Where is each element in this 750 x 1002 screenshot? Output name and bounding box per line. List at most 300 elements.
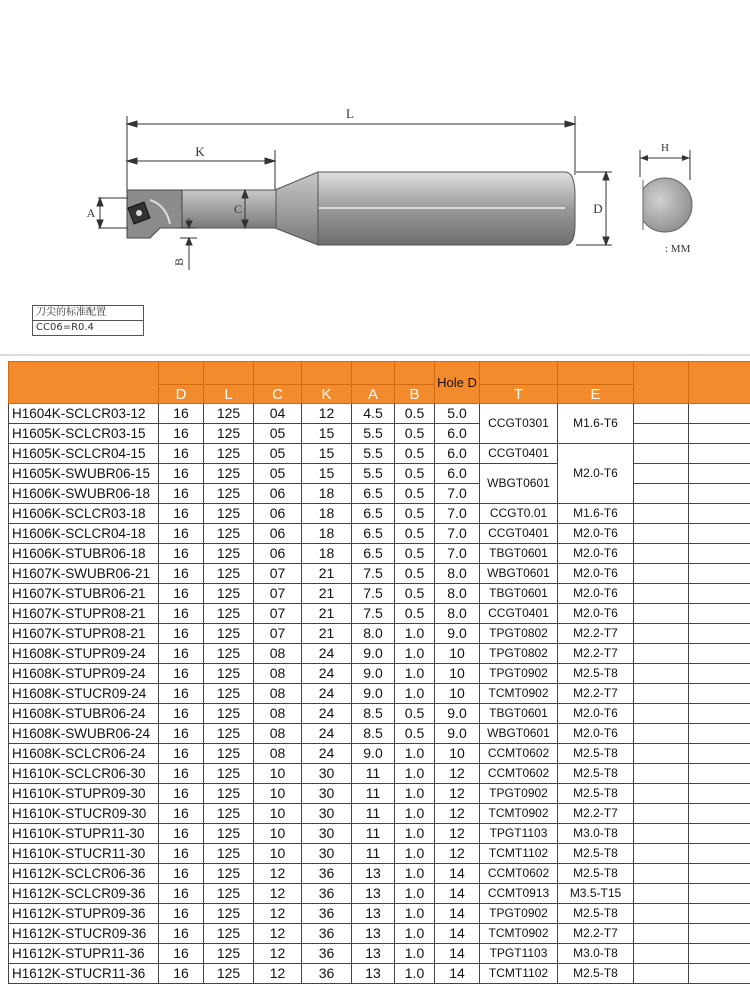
blank-cell: [689, 664, 750, 684]
blank-cell: [634, 584, 689, 604]
spec-d-cell: 16: [159, 624, 204, 644]
spec-hole-d-cell: 12: [435, 784, 480, 804]
dimension-a: [97, 198, 128, 228]
spec-c-cell: 10: [254, 824, 302, 844]
dim-label-d: D: [593, 201, 603, 216]
header-blank: [634, 362, 689, 404]
spec-table: [8, 361, 750, 984]
blank-cell: [689, 844, 750, 864]
dim-label-b: B: [172, 257, 186, 267]
spec-hole-d-cell: 10: [435, 744, 480, 764]
table-row: [9, 684, 750, 704]
spec-b-cell: 1.0: [395, 644, 435, 664]
spec-d-cell: 16: [159, 464, 204, 484]
spec-k-cell: 21: [302, 624, 352, 644]
screw-cell: M2.5-T8: [558, 844, 634, 864]
spec-l-cell: 125: [204, 724, 254, 744]
insert-cell: TBGT0601: [480, 704, 558, 724]
blank-cell: [689, 444, 750, 464]
header-top-cell: [352, 362, 395, 385]
spec-b-cell: 0.5: [395, 504, 435, 524]
insert-cell: CCGT0301: [480, 404, 558, 444]
blank-cell: [634, 804, 689, 824]
table-row: [9, 424, 750, 444]
table-row: [9, 764, 750, 784]
table-row: [9, 884, 750, 904]
spec-c-cell: 12: [254, 944, 302, 964]
insert-cell: CCGT0401: [480, 524, 558, 544]
spec-l-cell: 125: [204, 884, 254, 904]
spec-b-cell: 1.0: [395, 824, 435, 844]
spec-hole-d-cell: 14: [435, 904, 480, 924]
spec-b-cell: 0.5: [395, 604, 435, 624]
spec-hole-d-cell: 6.0: [435, 424, 480, 444]
spec-k-cell: 15: [302, 444, 352, 464]
header-b: B: [395, 385, 435, 404]
insert-cell: TPGT0802: [480, 624, 558, 644]
spec-l-cell: 125: [204, 604, 254, 624]
spec-d-cell: 16: [159, 604, 204, 624]
model-cell: H1607K-STUPR08-21: [9, 624, 159, 644]
spec-c-cell: 12: [254, 864, 302, 884]
spec-k-cell: 24: [302, 684, 352, 704]
spec-l-cell: 125: [204, 424, 254, 444]
blank-cell: [634, 564, 689, 584]
table-row: [9, 624, 750, 644]
table-row: [9, 504, 750, 524]
spec-c-cell: 04: [254, 404, 302, 424]
header-t: T: [480, 385, 558, 404]
dim-label-c: C: [233, 202, 243, 216]
spec-hole-d-cell: 12: [435, 844, 480, 864]
spec-k-cell: 30: [302, 804, 352, 824]
insert-cell: CCGT0401: [480, 604, 558, 624]
spec-hole-d-cell: 6.0: [435, 444, 480, 464]
blank-cell: [689, 504, 750, 524]
insert-cell: CCMT0913: [480, 884, 558, 904]
spec-d-cell: 16: [159, 884, 204, 904]
spec-a-cell: 13: [352, 944, 395, 964]
blank-cell: [689, 924, 750, 944]
spec-d-cell: 16: [159, 844, 204, 864]
spec-a-cell: 7.5: [352, 604, 395, 624]
insert-cell: TBGT0601: [480, 584, 558, 604]
spec-l-cell: 125: [204, 444, 254, 464]
insert-cell: CCMT0602: [480, 764, 558, 784]
spec-c-cell: 06: [254, 524, 302, 544]
spec-hole-d-cell: 7.0: [435, 544, 480, 564]
spec-d-cell: 16: [159, 864, 204, 884]
screw-cell: M3.0-T8: [558, 824, 634, 844]
spec-k-cell: 15: [302, 424, 352, 444]
blank-cell: [689, 944, 750, 964]
spec-a-cell: 9.0: [352, 684, 395, 704]
spec-l-cell: 125: [204, 584, 254, 604]
spec-l-cell: 125: [204, 804, 254, 824]
spec-a-cell: 11: [352, 764, 395, 784]
insert-cell: CCGT0401: [480, 444, 558, 464]
spec-d-cell: 16: [159, 704, 204, 724]
spec-d-cell: 16: [159, 504, 204, 524]
spec-k-cell: 21: [302, 564, 352, 584]
spec-hole-d-cell: 8.0: [435, 564, 480, 584]
spec-hole-d-cell: 8.0: [435, 604, 480, 624]
spec-k-cell: 18: [302, 524, 352, 544]
table-row: [9, 824, 750, 844]
header-e: E: [558, 385, 634, 404]
spec-l-cell: 125: [204, 784, 254, 804]
blank-cell: [634, 644, 689, 664]
spec-a-cell: 7.5: [352, 584, 395, 604]
spec-k-cell: 18: [302, 484, 352, 504]
model-cell: H1608K-SWUBR06-24: [9, 724, 159, 744]
screw-cell: M2.0-T6: [558, 724, 634, 744]
insert-cell: TPGT0902: [480, 664, 558, 684]
spec-hole-d-cell: 14: [435, 864, 480, 884]
header-l: L: [204, 385, 254, 404]
blank-cell: [634, 724, 689, 744]
insert-cell: CCGT0.01: [480, 504, 558, 524]
spec-b-cell: 0.5: [395, 564, 435, 584]
blank-cell: [634, 524, 689, 544]
screw-cell: M2.5-T8: [558, 764, 634, 784]
insert-cell: WBGT0601: [480, 724, 558, 744]
blank-cell: [689, 464, 750, 484]
table-row: [9, 604, 750, 624]
screw-cell: M2.0-T6: [558, 584, 634, 604]
spec-d-cell: 16: [159, 744, 204, 764]
spec-l-cell: 125: [204, 844, 254, 864]
spec-c-cell: 08: [254, 664, 302, 684]
spec-c-cell: 08: [254, 744, 302, 764]
dim-label-a: A: [86, 206, 96, 220]
spec-c-cell: 05: [254, 424, 302, 444]
spec-c-cell: 08: [254, 704, 302, 724]
insert-cell: WBGT0601: [480, 564, 558, 584]
unit-label: : MM: [665, 243, 691, 255]
model-cell: H1610K-STUCR09-30: [9, 804, 159, 824]
screw-cell: M2.2-T7: [558, 924, 634, 944]
spec-b-cell: 0.5: [395, 484, 435, 504]
blank-cell: [634, 744, 689, 764]
spec-c-cell: 07: [254, 624, 302, 644]
header-c: C: [254, 385, 302, 404]
blank-cell: [689, 764, 750, 784]
spec-b-cell: 0.5: [395, 544, 435, 564]
spec-d-cell: 16: [159, 664, 204, 684]
spec-k-cell: 15: [302, 464, 352, 484]
spec-a-cell: 13: [352, 884, 395, 904]
spec-c-cell: 10: [254, 784, 302, 804]
spec-l-cell: 125: [204, 704, 254, 724]
blank-cell: [634, 824, 689, 844]
spec-d-cell: 16: [159, 444, 204, 464]
blank-cell: [689, 404, 750, 424]
spec-a-cell: 11: [352, 804, 395, 824]
screw-cell: M2.0-T6: [558, 564, 634, 584]
spec-c-cell: 06: [254, 484, 302, 504]
spec-d-cell: 16: [159, 564, 204, 584]
screw-cell: M2.2-T7: [558, 804, 634, 824]
blank-cell: [689, 584, 750, 604]
spec-k-cell: 18: [302, 504, 352, 524]
spec-a-cell: 8.5: [352, 704, 395, 724]
table-row: [9, 564, 750, 584]
spec-l-cell: 125: [204, 944, 254, 964]
spec-b-cell: 1.0: [395, 804, 435, 824]
blank-cell: [634, 664, 689, 684]
spec-a-cell: 8.5: [352, 724, 395, 744]
header-k: K: [302, 385, 352, 404]
blank-cell: [634, 624, 689, 644]
model-cell: H1604K-SCLCR03-12: [9, 404, 159, 424]
header-a: A: [352, 385, 395, 404]
spec-a-cell: 7.5: [352, 564, 395, 584]
header-hole-d: Hole D: [435, 362, 480, 404]
spec-l-cell: 125: [204, 964, 254, 984]
table-row: [9, 924, 750, 944]
spec-l-cell: 125: [204, 904, 254, 924]
blank-cell: [634, 424, 689, 444]
spec-l-cell: 125: [204, 764, 254, 784]
table-row: [9, 804, 750, 824]
spec-a-cell: 6.5: [352, 544, 395, 564]
insert-cell: TBGT0601: [480, 544, 558, 564]
blank-cell: [689, 744, 750, 764]
dim-label-h: H: [661, 142, 669, 154]
screw-cell: M2.0-T6: [558, 524, 634, 544]
table-row: [9, 464, 750, 484]
spec-b-cell: 1.0: [395, 964, 435, 984]
header-top-cell: [302, 362, 352, 385]
insert-cell: TCMT1102: [480, 964, 558, 984]
spec-b-cell: 0.5: [395, 704, 435, 724]
table-row: [9, 484, 750, 504]
spec-b-cell: 1.0: [395, 904, 435, 924]
spec-k-cell: 24: [302, 704, 352, 724]
spec-d-cell: 16: [159, 684, 204, 704]
spec-c-cell: 12: [254, 904, 302, 924]
insert-cell: CCMT0602: [480, 864, 558, 884]
blank-cell: [689, 724, 750, 744]
spec-l-cell: 125: [204, 744, 254, 764]
spec-d-cell: 16: [159, 904, 204, 924]
spec-a-cell: 6.5: [352, 484, 395, 504]
spec-hole-d-cell: 14: [435, 964, 480, 984]
spec-b-cell: 0.5: [395, 424, 435, 444]
blank-cell: [634, 464, 689, 484]
spec-l-cell: 125: [204, 504, 254, 524]
insert-cell: WBGT0601: [480, 464, 558, 504]
spec-k-cell: 21: [302, 604, 352, 624]
blank-cell: [689, 644, 750, 664]
header-top-cell: [480, 362, 558, 385]
insert-cell: TCMT0902: [480, 924, 558, 944]
spec-k-cell: 30: [302, 824, 352, 844]
model-cell: H1610K-SCLCR06-30: [9, 764, 159, 784]
model-cell: H1608K-STUCR09-24: [9, 684, 159, 704]
table-row: [9, 544, 750, 564]
spec-hole-d-cell: 12: [435, 804, 480, 824]
spec-l-cell: 125: [204, 824, 254, 844]
spec-d-cell: 16: [159, 924, 204, 944]
table-row: [9, 664, 750, 684]
blank-cell: [634, 904, 689, 924]
table-row: [9, 904, 750, 924]
spec-l-cell: 125: [204, 684, 254, 704]
spec-l-cell: 125: [204, 664, 254, 684]
spec-k-cell: 36: [302, 884, 352, 904]
blank-cell: [689, 424, 750, 444]
spec-hole-d-cell: 7.0: [435, 484, 480, 504]
spec-d-cell: 16: [159, 944, 204, 964]
spec-hole-d-cell: 10: [435, 664, 480, 684]
model-cell: H1612K-STUCR09-36: [9, 924, 159, 944]
model-cell: H1606K-SCLCR03-18: [9, 504, 159, 524]
model-cell: H1608K-SCLCR06-24: [9, 744, 159, 764]
model-cell: H1610K-STUPR09-30: [9, 784, 159, 804]
standard-config-value: CC06=R0.4: [36, 322, 94, 333]
spec-b-cell: 1.0: [395, 624, 435, 644]
spec-hole-d-cell: 9.0: [435, 704, 480, 724]
spec-c-cell: 07: [254, 564, 302, 584]
table-row: [9, 944, 750, 964]
model-cell: H1605K-SCLCR03-15: [9, 424, 159, 444]
spec-a-cell: 13: [352, 904, 395, 924]
blank-cell: [689, 604, 750, 624]
model-cell: H1612K-STUPR11-36: [9, 944, 159, 964]
model-cell: H1605K-SCLCR04-15: [9, 444, 159, 464]
spec-d-cell: 16: [159, 964, 204, 984]
blank-cell: [634, 404, 689, 424]
model-cell: H1608K-STUPR09-24: [9, 644, 159, 664]
spec-k-cell: 36: [302, 864, 352, 884]
blank-cell: [689, 524, 750, 544]
spec-c-cell: 08: [254, 684, 302, 704]
table-row: [9, 444, 750, 464]
spec-b-cell: 0.5: [395, 584, 435, 604]
screw-cell: M2.5-T8: [558, 784, 634, 804]
insert-cell: TPGT0902: [480, 904, 558, 924]
spec-a-cell: 8.0: [352, 624, 395, 644]
spec-b-cell: 0.5: [395, 524, 435, 544]
spec-k-cell: 30: [302, 844, 352, 864]
blank-cell: [634, 844, 689, 864]
screw-cell: M2.5-T8: [558, 904, 634, 924]
spec-a-cell: 5.5: [352, 424, 395, 444]
blank-cell: [634, 484, 689, 504]
model-cell: H1608K-STUPR09-24: [9, 664, 159, 684]
model-cell: H1612K-SCLCR06-36: [9, 864, 159, 884]
table-row: [9, 524, 750, 544]
spec-l-cell: 125: [204, 524, 254, 544]
end-view: [637, 150, 692, 233]
screw-cell: M2.2-T7: [558, 624, 634, 644]
spec-k-cell: 36: [302, 904, 352, 924]
header-top-cell: [159, 362, 204, 385]
insert-cell: TCMT1102: [480, 844, 558, 864]
tool-neck: [180, 190, 276, 228]
table-row: [9, 844, 750, 864]
spec-c-cell: 07: [254, 604, 302, 624]
screw-cell: M2.5-T8: [558, 744, 634, 764]
spec-d-cell: 16: [159, 644, 204, 664]
spec-d-cell: 16: [159, 804, 204, 824]
screw-cell: M2.5-T8: [558, 964, 634, 984]
spec-hole-d-cell: 14: [435, 884, 480, 904]
spec-k-cell: 24: [302, 744, 352, 764]
table-row: [9, 724, 750, 744]
spec-l-cell: 125: [204, 464, 254, 484]
table-row: [9, 784, 750, 804]
blank-cell: [634, 784, 689, 804]
screw-cell: M2.2-T7: [558, 644, 634, 664]
header-d: D: [159, 385, 204, 404]
spec-l-cell: 125: [204, 624, 254, 644]
screw-cell: M3.5-T15: [558, 884, 634, 904]
screw-cell: M2.0-T6: [558, 704, 634, 724]
spec-c-cell: 05: [254, 444, 302, 464]
spec-k-cell: 36: [302, 964, 352, 984]
blank-cell: [689, 824, 750, 844]
screw-cell: M1.6-T6: [558, 504, 634, 524]
spec-c-cell: 10: [254, 804, 302, 824]
standard-config-box: [32, 305, 144, 336]
blank-cell: [634, 444, 689, 464]
spec-b-cell: 0.5: [395, 464, 435, 484]
spec-hole-d-cell: 14: [435, 944, 480, 964]
model-cell: H1606K-STUBR06-18: [9, 544, 159, 564]
blank-cell: [689, 804, 750, 824]
spec-hole-d-cell: 8.0: [435, 584, 480, 604]
header-top-cell: [204, 362, 254, 385]
model-cell: H1607K-SWUBR06-21: [9, 564, 159, 584]
blank-cell: [689, 904, 750, 924]
spec-a-cell: 5.5: [352, 444, 395, 464]
screw-cell: M2.5-T8: [558, 664, 634, 684]
model-cell: H1608K-STUBR06-24: [9, 704, 159, 724]
spec-d-cell: 16: [159, 404, 204, 424]
spec-a-cell: 6.5: [352, 524, 395, 544]
spec-a-cell: 9.0: [352, 744, 395, 764]
spec-a-cell: 5.5: [352, 464, 395, 484]
insert-cell: CCMT0602: [480, 744, 558, 764]
spec-b-cell: 0.5: [395, 724, 435, 744]
spec-hole-d-cell: 10: [435, 684, 480, 704]
insert-cell: TPGT0902: [480, 784, 558, 804]
screw-cell: M2.0-T6: [558, 604, 634, 624]
spec-k-cell: 24: [302, 644, 352, 664]
blank-cell: [634, 704, 689, 724]
spec-hole-d-cell: 9.0: [435, 724, 480, 744]
spec-a-cell: 9.0: [352, 644, 395, 664]
spec-d-cell: 16: [159, 484, 204, 504]
screw-cell: M2.2-T7: [558, 684, 634, 704]
dim-label-k: K: [195, 144, 205, 159]
spec-a-cell: 13: [352, 964, 395, 984]
spec-k-cell: 24: [302, 724, 352, 744]
spec-l-cell: 125: [204, 544, 254, 564]
spec-d-cell: 16: [159, 584, 204, 604]
spec-d-cell: 16: [159, 424, 204, 444]
spec-d-cell: 16: [159, 524, 204, 544]
model-cell: H1605K-SWUBR06-15: [9, 464, 159, 484]
model-cell: H1607K-STUBR06-21: [9, 584, 159, 604]
spec-a-cell: 13: [352, 924, 395, 944]
header-top-cell: [558, 362, 634, 385]
spec-hole-d-cell: 12: [435, 764, 480, 784]
spec-a-cell: 6.5: [352, 504, 395, 524]
